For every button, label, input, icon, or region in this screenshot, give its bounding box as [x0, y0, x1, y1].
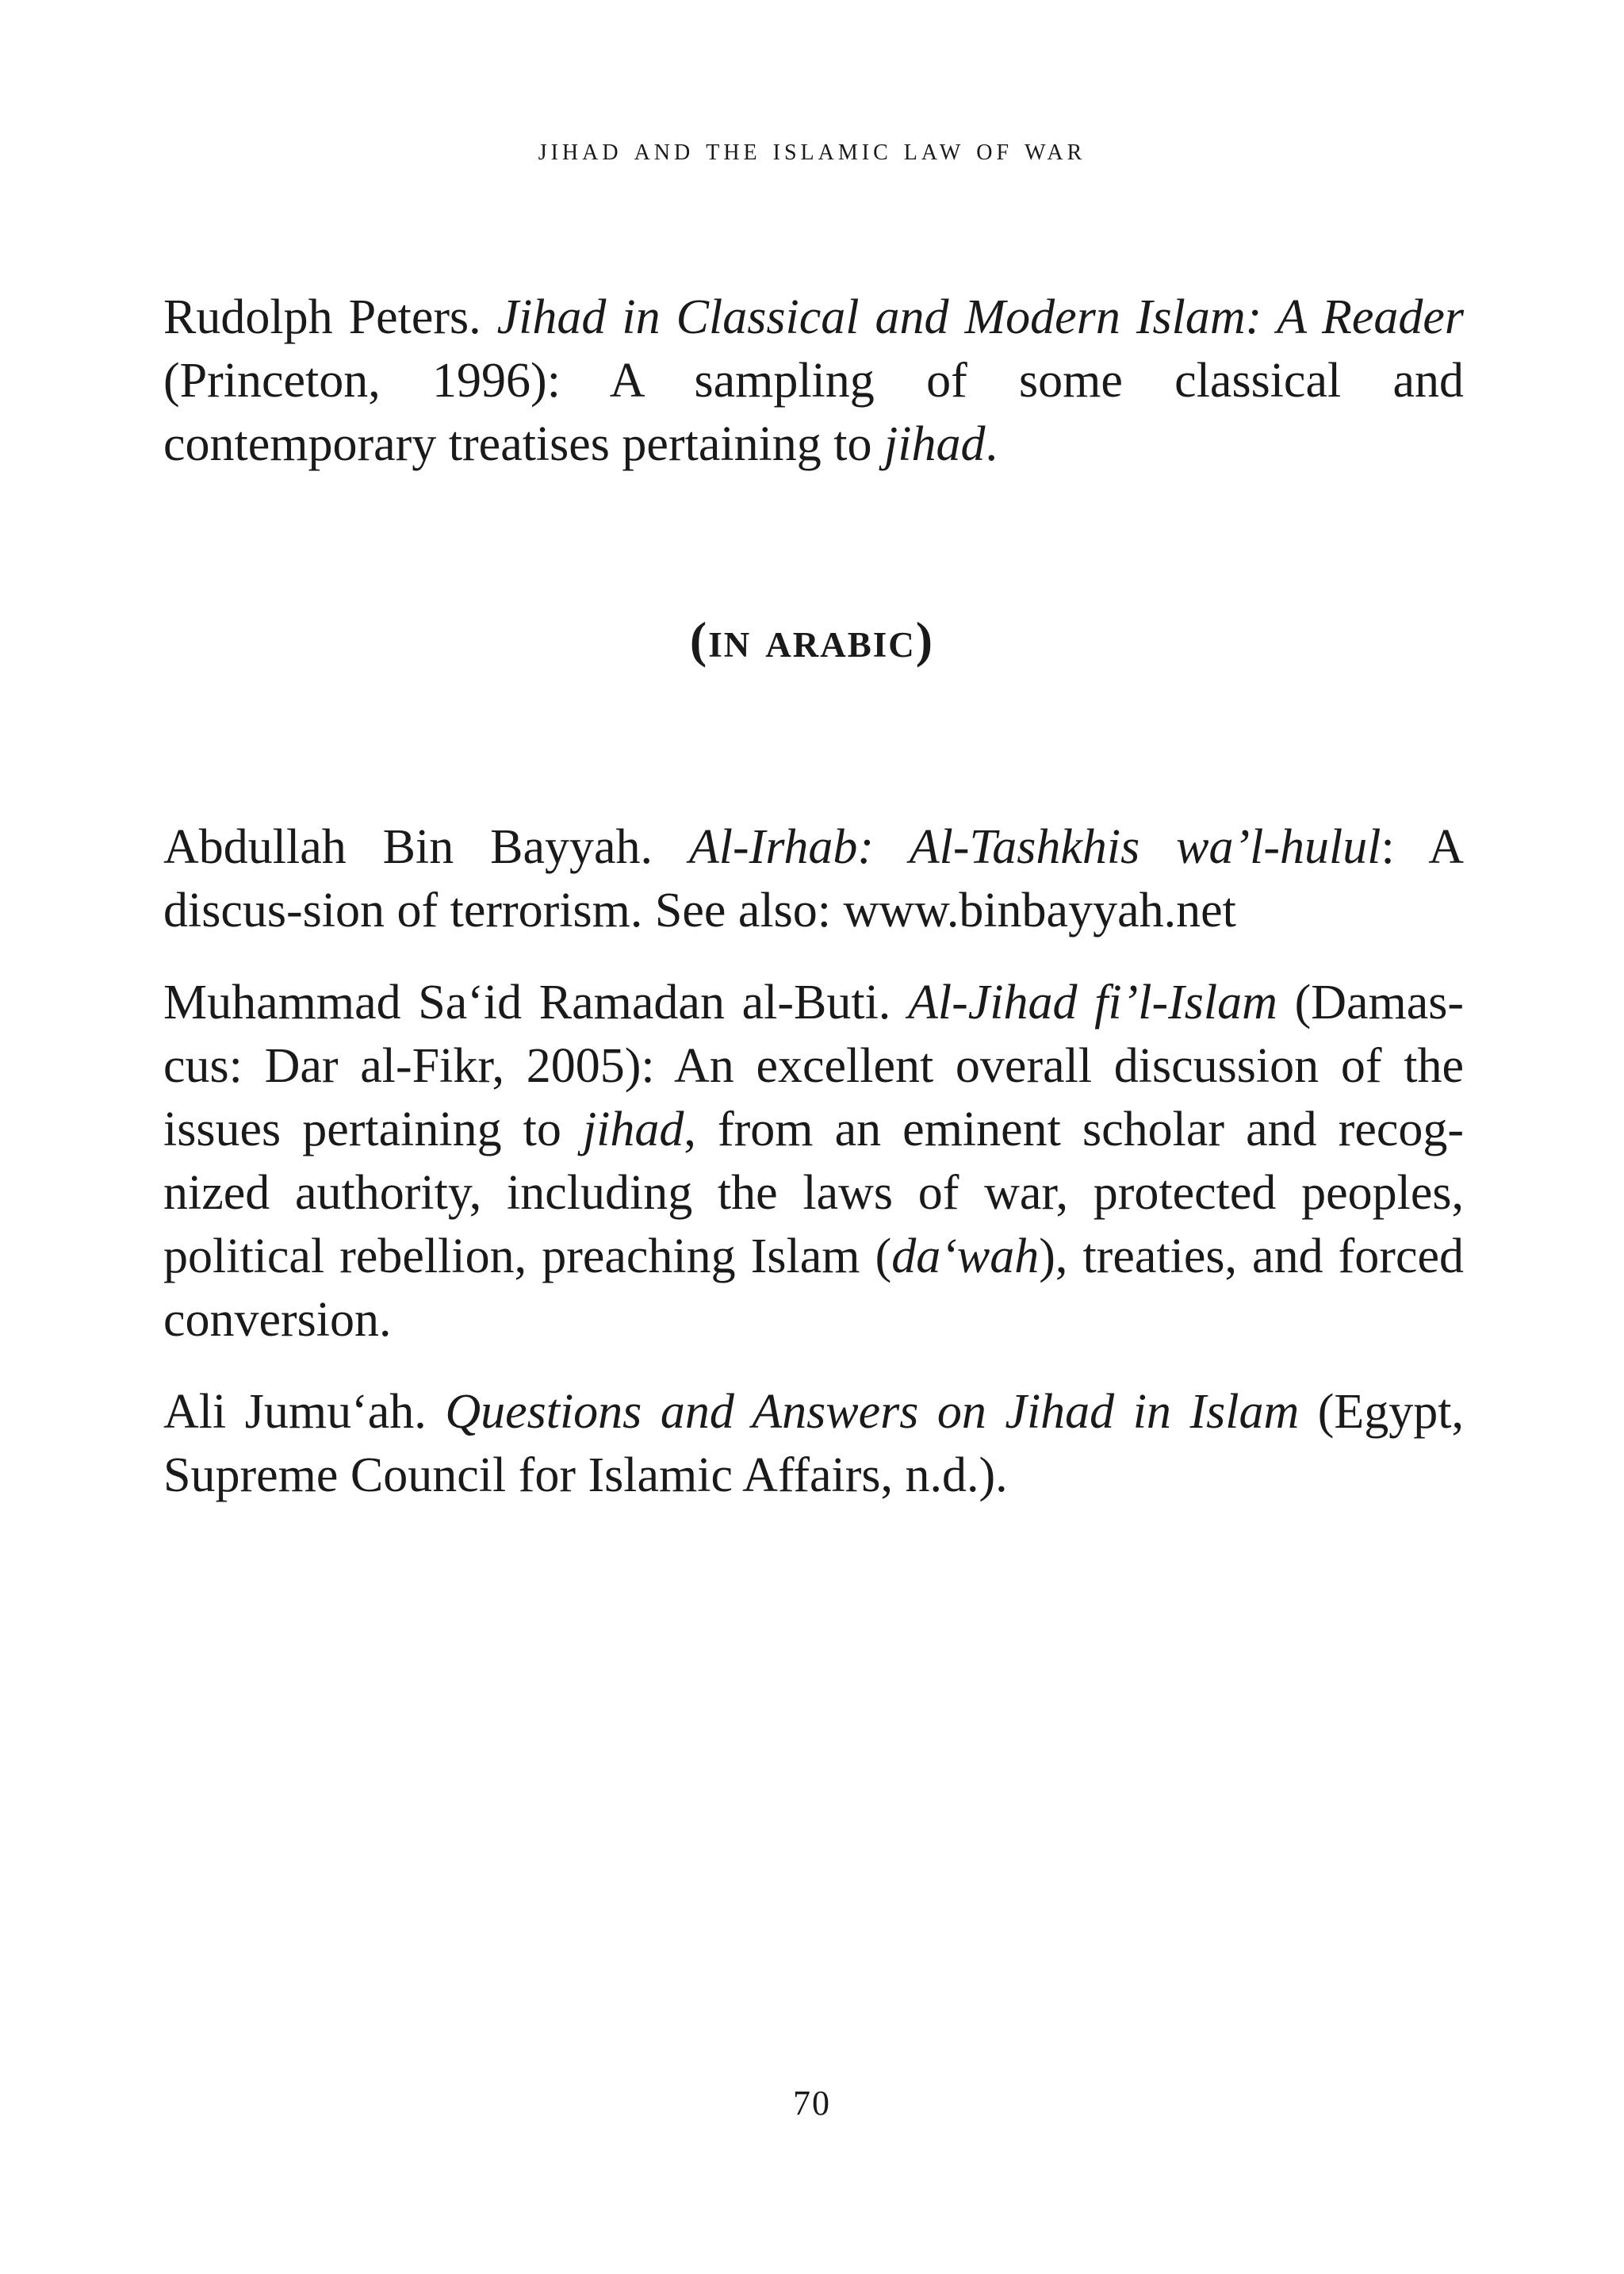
entry-text: : A discus-sion of terrorism. See also: www.binbayyah.net	[163, 820, 1464, 938]
bibliography-top	[163, 286, 1464, 476]
entry-term: jihad	[884, 417, 986, 471]
entry-term: jihad	[582, 1102, 684, 1156]
entry-text: (Egypt, Supreme Council for Islamic Affairs, n.d.).	[163, 1385, 1465, 1502]
section-heading: (in arabic)	[689, 612, 935, 668]
entry-peters	[163, 286, 1464, 476]
entry-al-buti	[163, 971, 1464, 1352]
entry-title: Questions and Answers on Jihad in Islam	[445, 1385, 1300, 1439]
page-number: 70	[793, 2084, 831, 2123]
entry-author: Ali Jumu‘ah.	[163, 1385, 427, 1439]
entry-text: ), treaties, and forced conversion.	[163, 1229, 1464, 1347]
entry-text: (Princeton, 1996): A sampling of some classical and contemporary treatises pertaining to	[163, 354, 1464, 471]
entry-author: Rudolph Peters.	[163, 290, 481, 344]
entry-author: Muhammad Sa‘id Ramadan al-Buti.	[163, 976, 891, 1030]
bibliography-arabic	[163, 815, 1464, 1507]
entry-title: Al-Jihad fi’l-Islam	[907, 976, 1277, 1030]
entry-text: (Damas-cus: Dar al-Fikr, 2005): An excellent overall discussion of the issues pertaining to	[163, 976, 1465, 1156]
entry-title: Jihad in Classical and Modern Islam: A Reader	[496, 290, 1464, 344]
entry-bin-bayyah	[163, 815, 1464, 942]
running-head: jihad and the islamic law of war	[538, 131, 1086, 167]
entry-term: da‘wah	[891, 1229, 1040, 1283]
entry-title: Al-Irhab: Al-Tashkhis wa’l-hulul	[688, 820, 1381, 874]
entry-text: , from an eminent scholar and recog-nized authority, including the laws of war, protected peoples, political rebellion, preaching Islam (	[163, 1102, 1465, 1283]
entry-text: .	[985, 417, 998, 471]
entry-jumuah	[163, 1380, 1464, 1507]
entry-author: Abdullah Bin Bayyah.	[163, 820, 653, 874]
